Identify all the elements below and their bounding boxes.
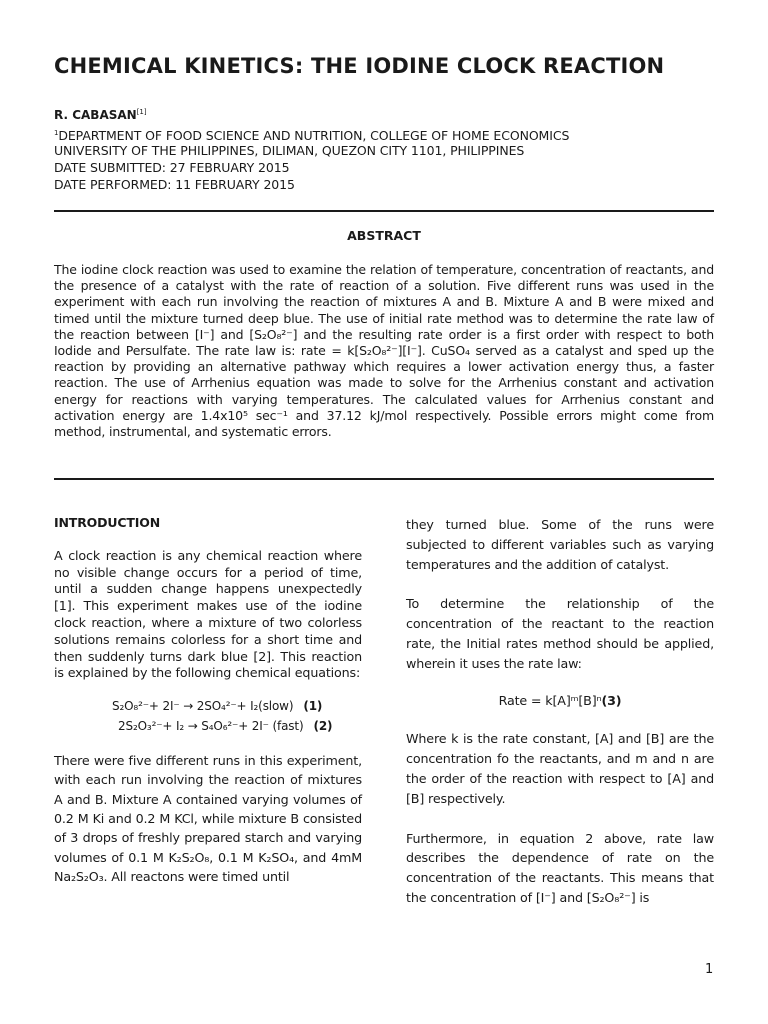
left-column	[54, 515, 362, 887]
equation-2-text: 2S₂O₃²⁻+ I₂ → S₄O₆²⁻+ 2I⁻ (fast)	[118, 718, 304, 733]
author-reference: [1]	[136, 108, 147, 116]
intro-paragraph-2: There were five different runs in this experiment, with each run involving the reaction of mixtures A and B. Mixture A contained varying volumes of 0.2 M Ki and 0.2 M KCl, while mixture B consisted of 3 drops of freshly prepared starch and varying volumes of 0.1 M K₂S₂O₈, 0.1 M K₂SO₄, and 4mM Na₂S₂O₃. All reactons were timed until	[54, 752, 362, 885]
author-name-text: R. CABASAN	[54, 108, 137, 122]
equation-2-number: (2)	[313, 718, 333, 733]
equation-1	[54, 698, 362, 715]
abstract-divider	[54, 478, 714, 480]
intro-paragraph-4: To determine the relationship of the concentration of the reactant to the reaction rate, the Initial rates method should be applied, wherein it uses the rate law:	[406, 596, 714, 671]
right-column	[406, 515, 714, 908]
affiliation-line-2: UNIVERSITY OF THE PHILIPPINES, DILIMAN, QUEZON CITY 1101, PHILIPPINES	[54, 143, 525, 158]
equation-1-text: S₂O₈²⁻+ 2I⁻ → 2SO₄²⁻+ I₂(slow)	[112, 699, 294, 714]
author-name	[54, 108, 147, 122]
affiliation-text-1: DEPARTMENT OF FOOD SCIENCE AND NUTRITION, COLLEGE OF HOME ECONOMICS	[58, 128, 570, 144]
introduction-heading: INTRODUCTION	[54, 515, 161, 530]
equation-3	[406, 691, 714, 711]
date-submitted: DATE SUBMITTED: 27 FEBRUARY 2015	[54, 160, 290, 175]
equation-1-number: (1)	[303, 699, 323, 714]
affiliation-marker: 1	[54, 129, 59, 137]
abstract-text: The iodine clock reaction was used to examine the relation of temperature, concentration of reactants, and the presence of a catalyst with the rate of reaction of a solution. Five different runs was used in the experiment with each run involving the reaction of mixtures A and B. Mixture A and B were mixed and timed until the mixture turned deep blue. The use of initial rate method was to determine the rate law of the reaction between [I⁻] and [S₂O₈²⁻] and the resulting rate order is a first order with respect to both Iodide and Persulfate. The rate law is: rate = k[S₂O₈²⁻][I⁻]. CuSO₄ served as a catalyst and sped up the reaction by providing an alternative pathway which requires a lower activation energy thus, a faster reaction. The use of Arrhenius equation was made to solve for the Arrhenius constant and activation energy for reactions with varying temperatures. The calculated values for Arrhenius constant and activation energy are 1.4x10⁵ sec⁻¹ and 37.12 kJ/mol respectively. Possible errors might come from method, instrumental, and systematic errors.	[54, 262, 714, 440]
equation-2	[54, 718, 362, 735]
equation-3-number: (3)	[601, 692, 622, 708]
paper-title: CHEMICAL KINETICS: THE IODINE CLOCK REACTION	[54, 54, 665, 78]
date-performed: DATE PERFORMED: 11 FEBRUARY 2015	[54, 177, 295, 192]
intro-paragraph-5: Where k is the rate constant, [A] and [B] are the concentration fo the reactants, and m and n are the order of the reaction with respect to [A] and [B] respectively.	[406, 731, 714, 806]
intro-paragraph-6: Furthermore, in equation 2 above, rate law describes the dependence of rate on the concentration of the reactants. This means that the concentration of [I⁻] and [S₂O₈²⁻] is	[406, 830, 714, 905]
header-divider	[54, 210, 714, 212]
page-number: 1	[705, 962, 714, 977]
abstract-heading: ABSTRACT	[347, 228, 421, 243]
intro-paragraph-3: they turned blue. Some of the runs were subjected to different variables such as varying temperatures and the addition of catalyst.	[406, 517, 714, 572]
equation-3-text: Rate = k[A]ᵐ[B]ⁿ	[498, 692, 602, 708]
intro-paragraph-1: A clock reaction is any chemical reaction where no visible change occurs for a period of time, until a sudden change happens unexpectedly [1]. This experiment makes use of the iodine clock reaction, where a mixture of two colorless solutions remains colorless for a short time and then suddenly turns dark blue [2]. This reaction is explained by the following chemical equations:	[54, 547, 362, 681]
